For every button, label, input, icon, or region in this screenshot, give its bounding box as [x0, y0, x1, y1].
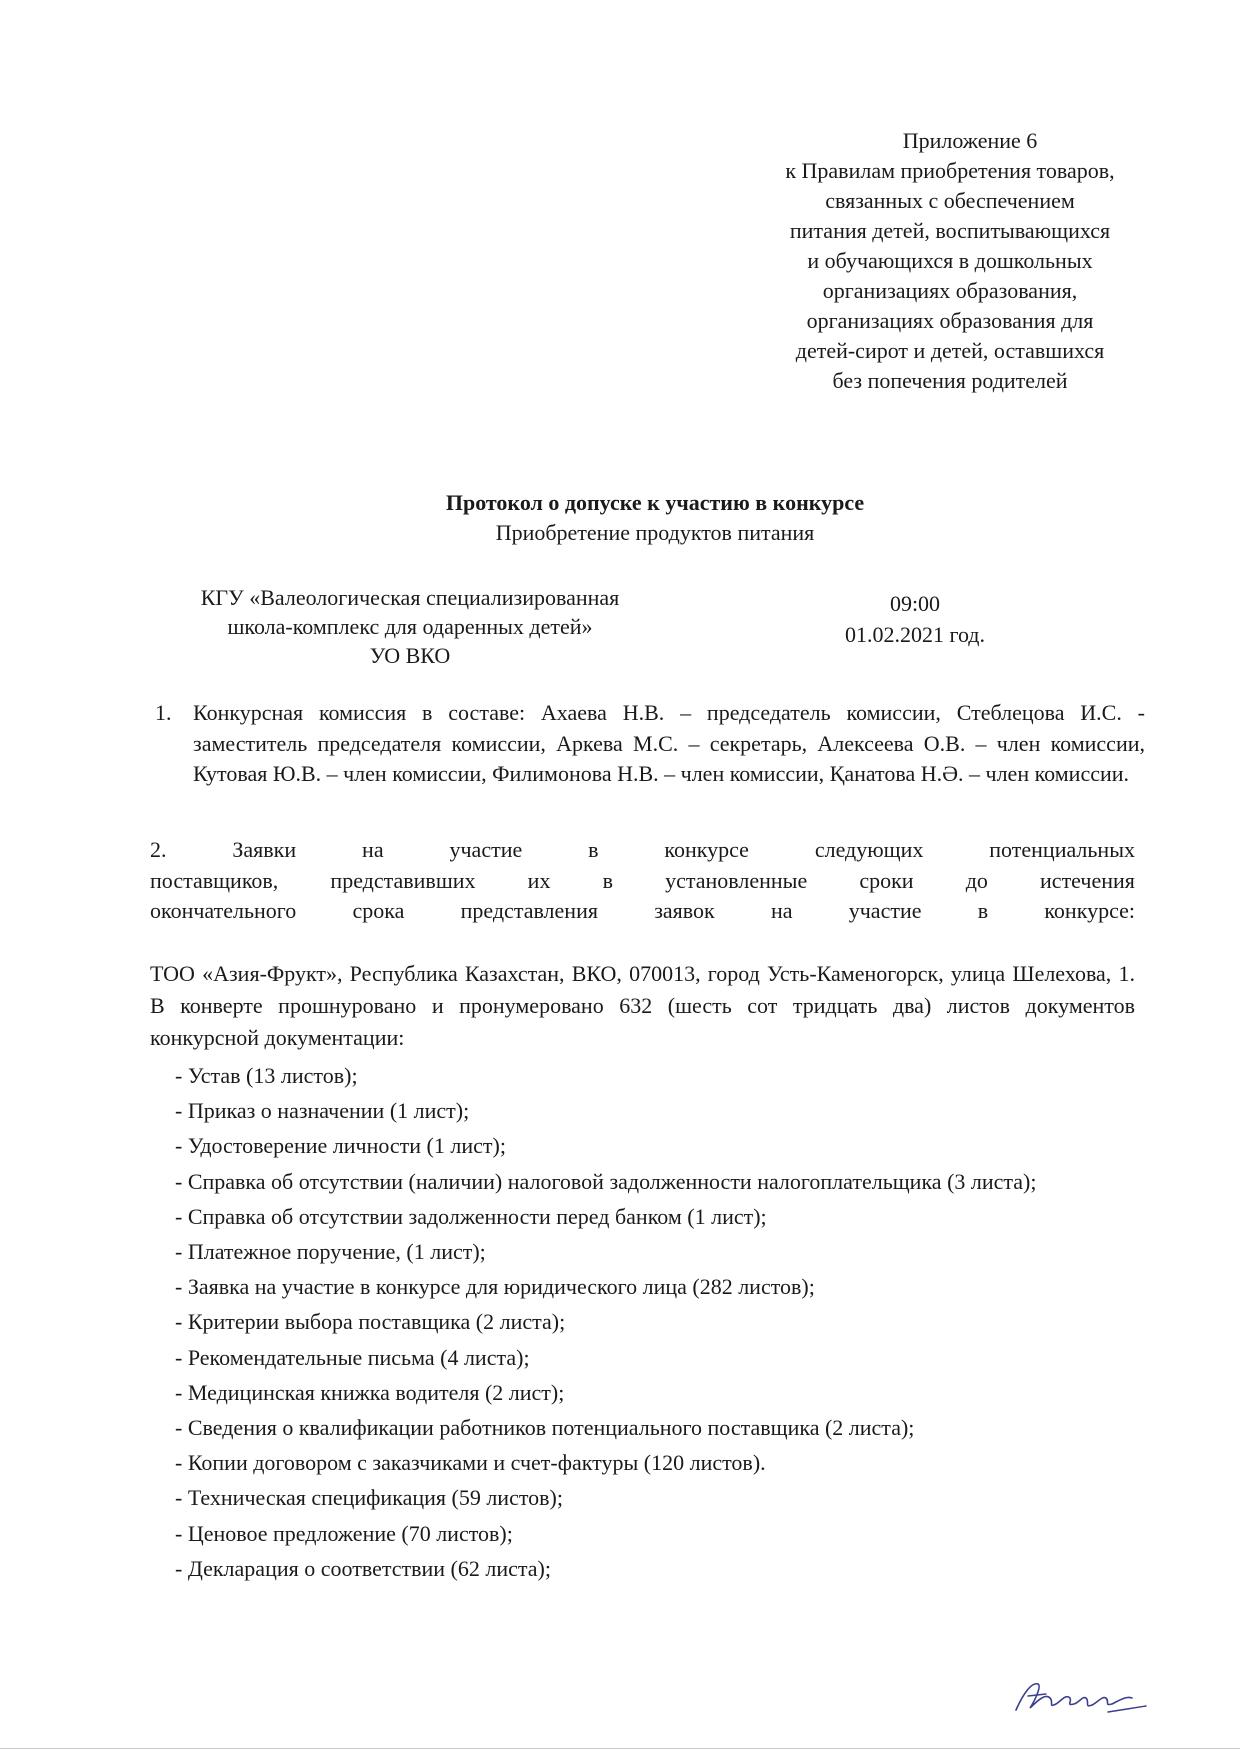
list-item: - Заявка на участие в конкурсе для юридического лица (282 листов);	[175, 1274, 815, 1300]
commission-item	[155, 698, 1145, 790]
annex-line: без попечения родителей	[832, 368, 1068, 393]
word: поставщиков,	[150, 867, 279, 893]
word: на	[770, 898, 793, 923]
list-item: - Декларация о соответствии (62 листа);	[175, 1555, 551, 1581]
document-subtitle: Приобретение продуктов питания	[495, 520, 815, 545]
annex-line: и обучающихся в дошкольных	[807, 248, 1093, 273]
annex-line: организациях образования,	[822, 278, 1078, 303]
list-item: - Техническая спецификация (59 листов);	[175, 1485, 563, 1511]
handwritten-signature	[1010, 1672, 1150, 1722]
word: установленные	[665, 867, 808, 893]
list-item: - Ценовое предложение (70 листов);	[175, 1520, 513, 1546]
organization-line: УО ВКО	[369, 643, 451, 668]
item-number: 1.	[155, 700, 172, 725]
word: конкурсе:	[1044, 898, 1135, 923]
meeting-time: 09:00	[889, 591, 941, 616]
annex-line: организациях образования для	[806, 308, 1094, 333]
list-item: - Медицинская книжка водителя (2 лист);	[175, 1379, 565, 1405]
word: в	[977, 898, 989, 923]
meeting-date: 01.02.2021 год.	[844, 622, 986, 647]
word: на	[362, 837, 384, 862]
word: представивших	[330, 867, 476, 893]
scan-edge-line	[0, 1748, 1240, 1749]
word: 2.	[150, 837, 167, 862]
list-item: - Приказ о назначении (1 лист);	[175, 1098, 470, 1124]
list-item: - Копии договором с заказчиками и счет-фактуры (120 листов).	[175, 1450, 766, 1476]
organization-line: КГУ «Валеологическая специализированная	[200, 585, 620, 610]
word: в	[602, 867, 613, 893]
word: окончательного	[150, 898, 297, 923]
list-item: - Сведения о квалификации работников потенциального поставщика (2 листа);	[175, 1415, 915, 1441]
document-title: Протокол о допуске к участию в конкурсе	[445, 490, 865, 515]
applications-item	[150, 835, 1135, 927]
datetime-block	[800, 588, 1030, 650]
word: следующих	[814, 837, 924, 862]
annex-line: питания детей, воспитывающихся	[789, 218, 1111, 243]
list-item: - Удостоверение личности (1 лист);	[175, 1133, 506, 1159]
annex-line: Приложение 6	[902, 128, 1038, 153]
organization-block	[150, 583, 670, 670]
word: участие	[449, 837, 523, 862]
word: их	[527, 867, 551, 893]
word: конкурсе	[664, 837, 749, 862]
annex-header	[740, 126, 1160, 396]
word: истечения	[1040, 867, 1135, 893]
applications-line	[150, 835, 1135, 866]
applications-line	[150, 896, 1135, 927]
word: представления	[460, 898, 598, 923]
list-item: - Критерии выбора поставщика (2 листа);	[175, 1309, 566, 1335]
word: срока	[352, 898, 405, 923]
word: Заявки	[232, 837, 297, 862]
word: до	[965, 867, 988, 893]
annex-line: к Правилам приобретения товаров,	[785, 158, 1115, 183]
list-item: - Платежное поручение, (1 лист);	[175, 1239, 486, 1265]
word: сроки	[859, 867, 914, 893]
word: заявок	[654, 898, 715, 923]
commission-text: Конкурсная комиссия в составе: Ахаева Н.В. – председатель комиссии, Стеблецова И.С. - заместитель председателя комиссии, Аркева М.С. – секретарь, Алексеева О.В. – член комиссии, Кутовая Ю.В. – член комиссии, Филимонова Н.В. – член комиссии, Қанатова Н.Ә. – член комиссии.	[193, 700, 1145, 786]
list-item: - Рекомендательные письма (4 листа);	[175, 1344, 530, 1370]
word: в	[588, 837, 599, 862]
applications-line	[150, 866, 1135, 897]
organization-line: школа-комплекс для одаренных детей»	[227, 614, 593, 639]
list-item: - Справка об отсутствии (наличии) налоговой задолженности налогоплательщика (3 листа);	[175, 1168, 1037, 1194]
list-item: - Справка об отсутствии задолженности перед банком (1 лист);	[175, 1203, 767, 1229]
annex-line: детей-сирот и детей, оставшихся	[795, 338, 1105, 363]
annex-line: связанных с обеспечением	[825, 188, 1075, 213]
document-list	[175, 1058, 1135, 1586]
supplier-paragraph: ТОО «Азия-Фрукт», Республика Казахстан, ВКО, 070013, город Усть-Каменогорск, улица Шелехова, 1. В конверте прошнуровано и пронумеровано 632 (шесть сот тридцать два) листов документов конкурсной документации:	[150, 961, 1135, 1050]
word: участие	[848, 898, 922, 923]
word: потенциальных	[989, 837, 1135, 862]
list-item: - Устав (13 листов);	[175, 1063, 358, 1088]
